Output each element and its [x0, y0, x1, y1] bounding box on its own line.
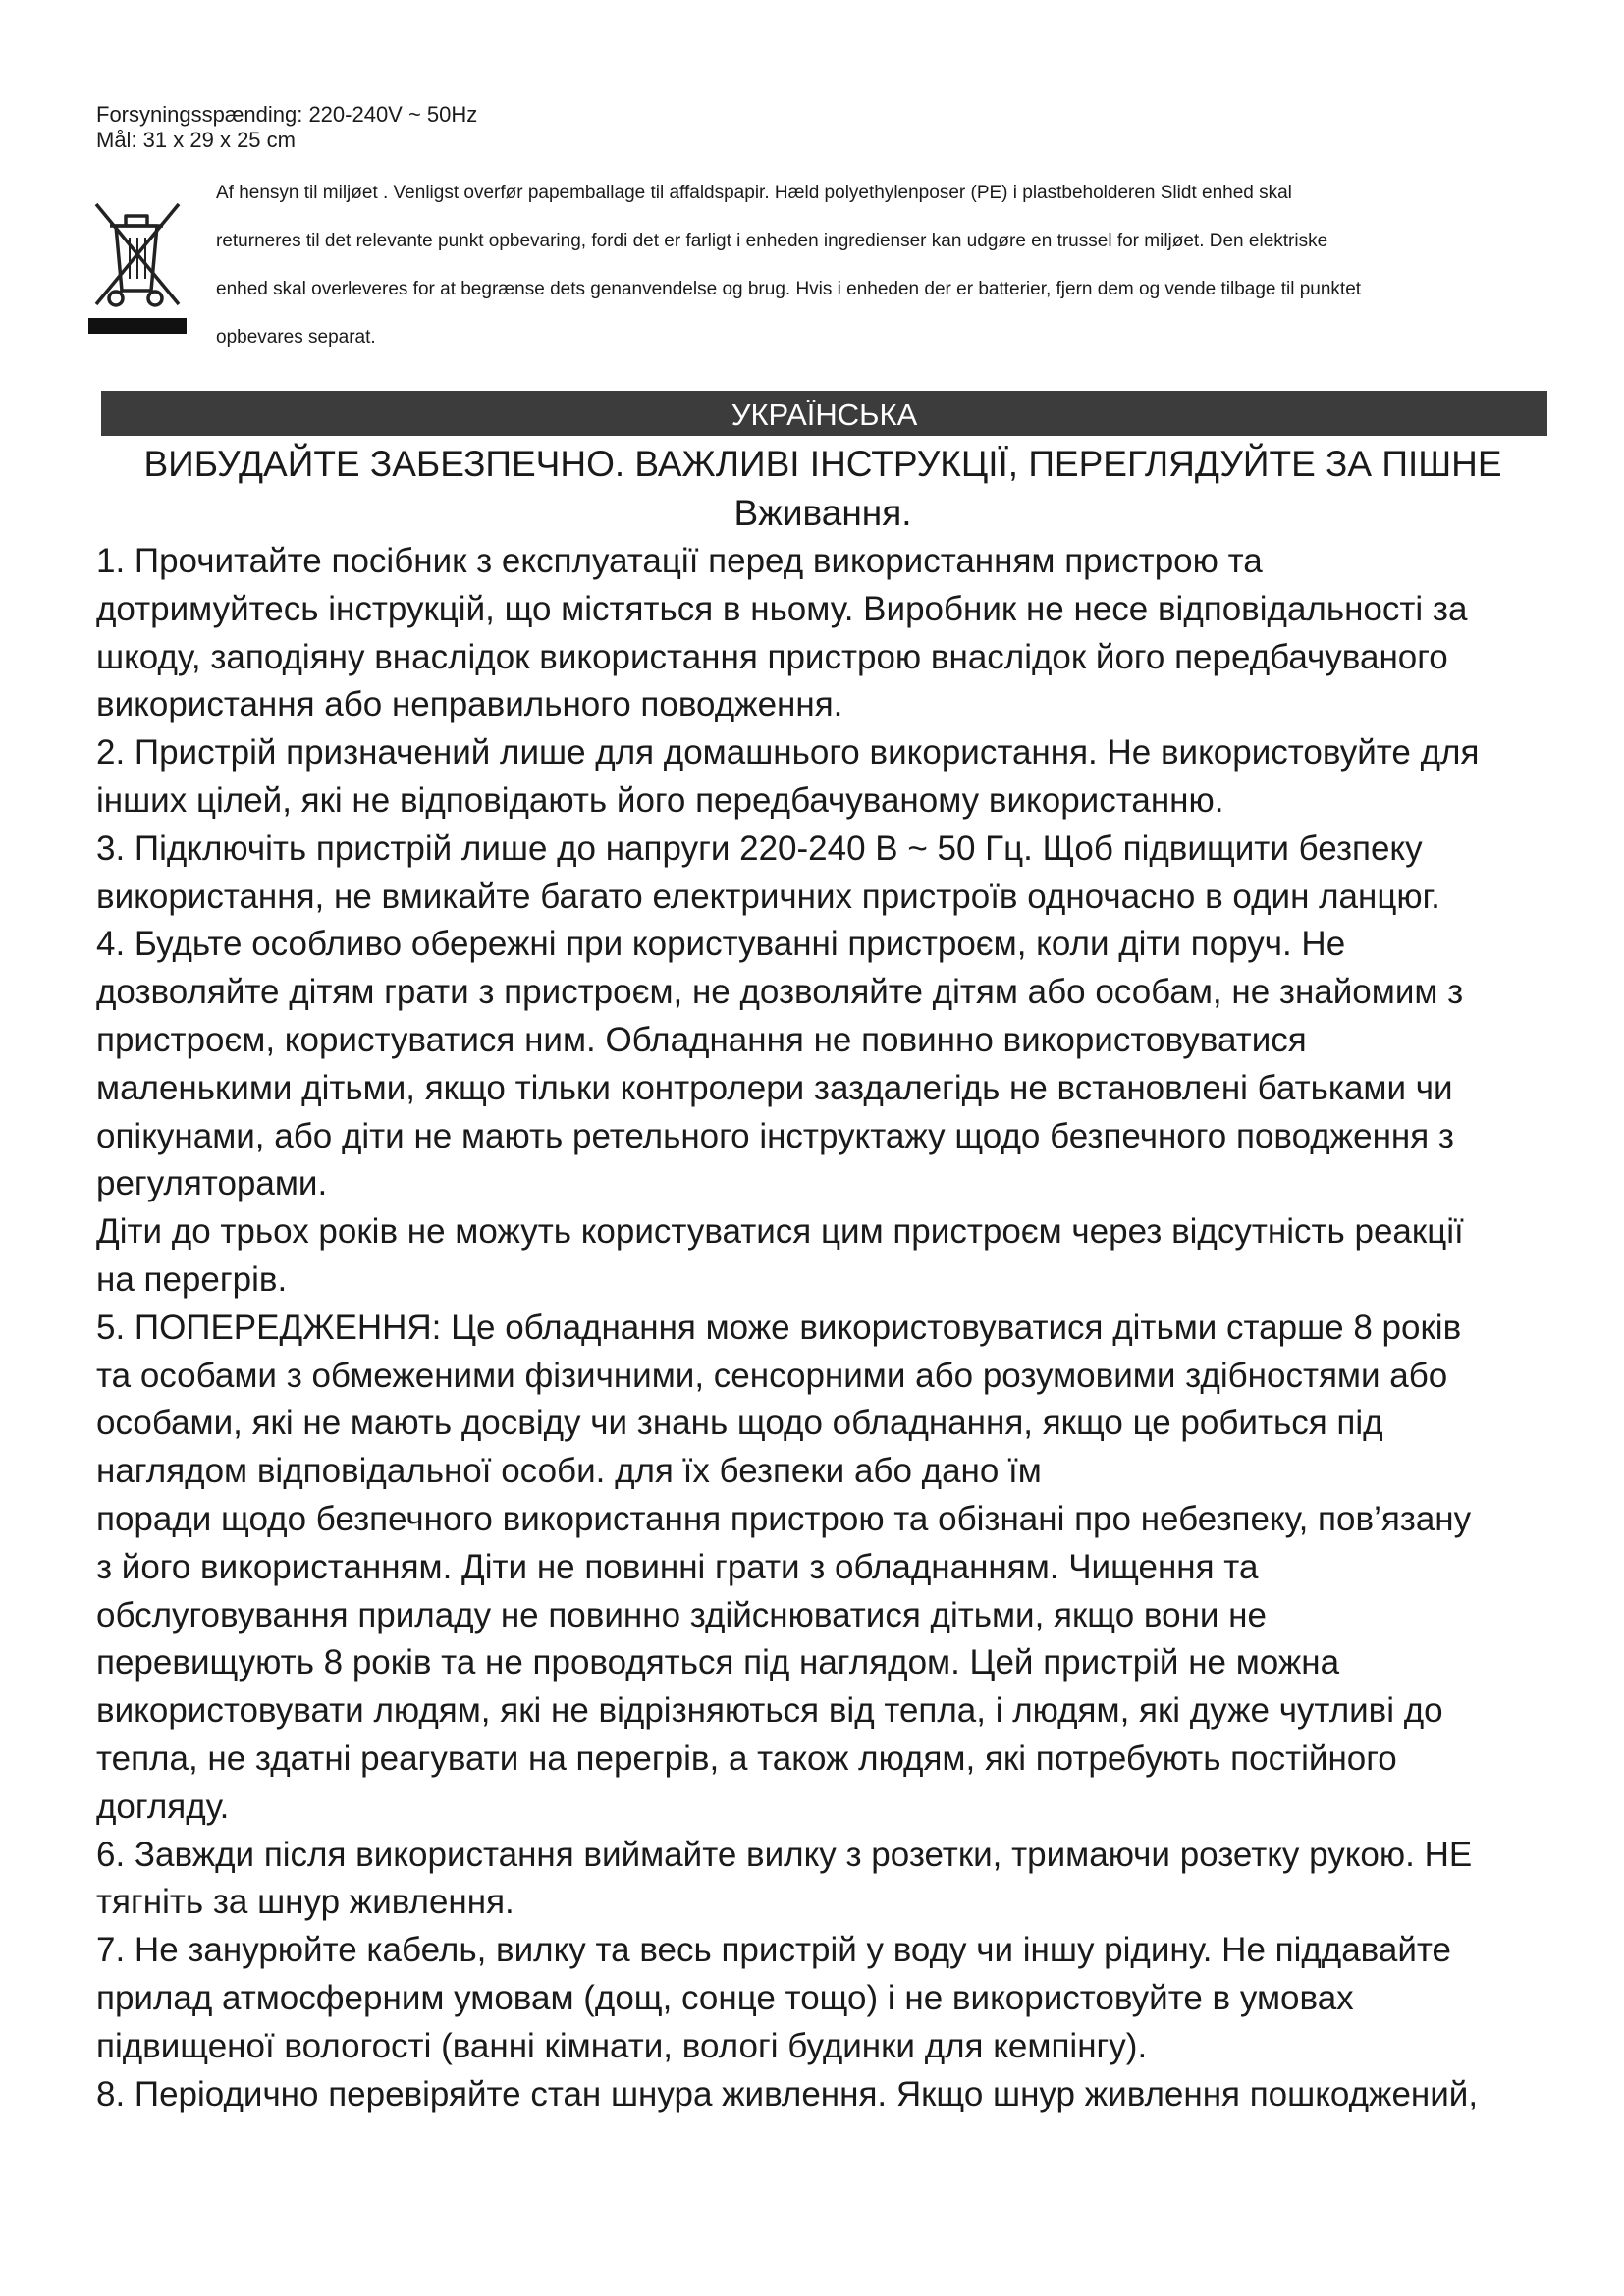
instruction-line: на перегрів. — [96, 1259, 288, 1299]
instruction-line: 2. Пристрій призначений лише для домашнього використання. Не використовуйте для — [96, 733, 1480, 773]
dimensions: Mål: 31 x 29 x 25 cm — [96, 128, 296, 152]
instruction-line: перевищують 8 років та не проводяться під наглядом. Цей пристрій не можна — [96, 1643, 1340, 1682]
instruction-line: 1. Прочитайте посібник з експлуатації перед використанням пристрою та — [96, 542, 1263, 580]
supply-voltage: Forsyningsspænding: 220-240V ~ 50Hz — [96, 102, 478, 127]
instruction-line: 7. Не занурюйте кабель, вилку та весь пристрій у воду чи іншу рідину. Не піддавайте — [96, 1931, 1451, 1970]
instruction-line: з його використанням. Діти не повинні грати з обладнанням. Чищення та — [96, 1547, 1259, 1586]
instructions-body — [96, 538, 1569, 2118]
crossed-out-wheelie-bin-icon — [86, 196, 189, 334]
instruction-line: використовувати людям, які не відрізняються від тепла, і людям, які дуже чутливі до — [96, 1691, 1443, 1731]
disposal-line: enhed skal overleveres for at begrænse dets genanvendelse og brug. Hvis i enheden der er batterier, fjern dem og vende tilbage til punktet — [216, 279, 1362, 299]
language-section-bar: УКРАЇНСЬКА — [101, 391, 1547, 436]
instruction-line: тепла, не здатні реагувати на перегрів, а також людям, які потребують постійного — [96, 1738, 1397, 1778]
instruction-line: поради щодо безпечного використання пристрою та обізнані про небезпеку, пов’язану — [96, 1499, 1472, 1538]
specifications — [96, 102, 477, 153]
heading-line: Вживання. — [733, 493, 912, 533]
instruction-line: 4. Будьте особливо обережні при користуванні пристроєм, коли діти поруч. Не — [96, 925, 1346, 964]
disposal-notice — [216, 169, 1551, 361]
heading-line: ВИБУДАЙТЕ ЗАБЕЗПЕЧНО. ВАЖЛИВІ ІНСТРУКЦІЇ, ПЕРЕГЛЯДУЙТЕ ЗА ПІШНЕ — [143, 444, 1502, 484]
instruction-line: 6. Завжди після використання виймайте вилку з розетки, тримаючи розетку рукою. НЕ — [96, 1835, 1473, 1874]
instruction-line: Діти до трьох років не можуть користуватися цим пристроєм через відсутність реакції — [96, 1212, 1464, 1252]
instruction-line: інших цілей, які не відповідають його передбачуваному використанню. — [96, 780, 1224, 820]
instruction-line: 5. ПОПЕРЕДЖЕННЯ: Це обладнання може використовуватися дітьми старше 8 років — [96, 1308, 1462, 1347]
instruction-line: дотримуйтесь інструкцій, що містяться в ньому. Виробник не несе відповідальності за — [96, 589, 1468, 628]
instruction-line: пристроєм, користуватися ним. Обладнання не повинно використовуватися — [96, 1020, 1307, 1059]
instruction-line: 8. Періодично перевіряйте стан шнура живлення. Якщо шнур живлення пошкоджений, — [96, 2074, 1479, 2113]
instruction-line: особами, які не мають досвіду чи знань щодо обладнання, якщо це робиться під — [96, 1404, 1383, 1443]
instruction-line: використання або неправильного поводження. — [96, 685, 843, 724]
instruction-line: тягніть за шнур живлення. — [96, 1883, 514, 1922]
safety-heading — [98, 440, 1547, 538]
instruction-line: підвищеної вологості (ванні кімнати, вологі будинки для кемпінгу). — [96, 2026, 1148, 2065]
disposal-line: Af hensyn til miljøet . Venligst overfør papemballage til affaldspapir. Hæld polyethylenposer (PE) i plastbeholderen Slidt enhed skal — [216, 183, 1292, 203]
instruction-line: обслуговування приладу не повинно здійснюватися дітьми, якщо вони не — [96, 1595, 1267, 1634]
instruction-line: використання, не вмикайте багато електричних пристроїв одночасно в один ланцюг. — [96, 877, 1440, 916]
instruction-line: шкоду, заподіяну внаслідок використання пристрою внаслідок його передбачуваного — [96, 637, 1448, 676]
instruction-line: маленькими дітьми, якщо тільки контролери заздалегідь не встановлені батьками чи — [96, 1068, 1453, 1107]
instruction-line: наглядом відповідальної особи. для їх безпеки або дано їм — [96, 1452, 1042, 1491]
instruction-line: опікунами, або діти не мають ретельного інструктажу щодо безпечного поводження з — [96, 1116, 1454, 1155]
instruction-line: дозволяйте дітям грати з пристроєм, не дозволяйте дітям або особам, не знайомим з — [96, 973, 1464, 1012]
instruction-line: догляду. — [96, 1787, 230, 1826]
disposal-line: opbevares separat. — [216, 327, 376, 347]
disposal-line: returneres til det relevante punkt opbevaring, fordi det er farligt i enheden ingredienser kan udgøre en trussel for miljøet. Den elektriske — [216, 231, 1328, 251]
instruction-line: та особами з обмеженими фізичними, сенсорними або розумовими здібностями або — [96, 1356, 1448, 1395]
instruction-line: регуляторами. — [96, 1164, 328, 1203]
instruction-line: 3. Підключіть пристрій лише до напруги 220-240 В ~ 50 Гц. Щоб підвищити безпеку — [96, 828, 1423, 868]
instruction-line: прилад атмосферним умовам (дощ, сонце тощо) і не використовуйте в умовах — [96, 1978, 1354, 2017]
